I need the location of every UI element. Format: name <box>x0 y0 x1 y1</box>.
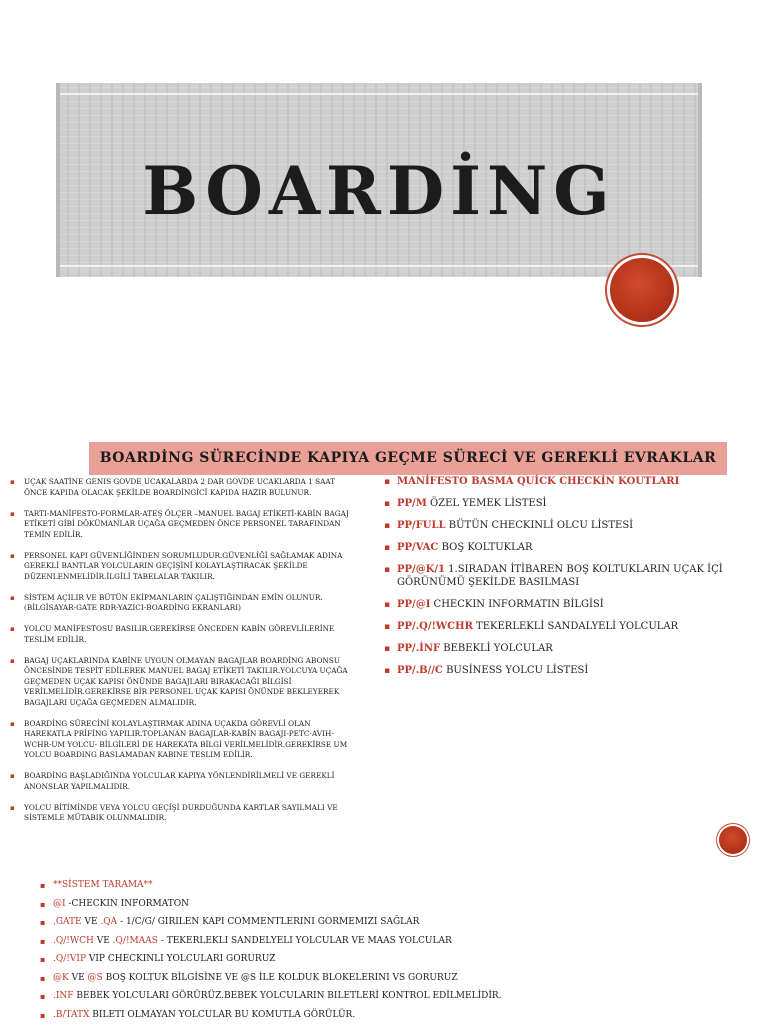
scan-command: .Q/!MAAS <box>112 935 158 946</box>
scan-command: .Q/!WCH <box>53 935 94 946</box>
command-list <box>384 476 724 687</box>
command-description: 1.SIRADAN İTİBAREN BOŞ KOLTUKLARIN UÇAK İÇİ GÖRÜNÜMÜ ŞEKİLDE BASILMASI <box>397 564 723 588</box>
command-code: PP/@K/1 <box>397 564 445 575</box>
procedure-item: ▪ YOLCU BİTİMİNDE VEYA YOLCU GEÇİŞİ DURDUĞUNDA KARTLAR SAYILMALI VE SİSTEMLE MÜTABIK OLUNMALIDIR. <box>10 803 360 824</box>
scan-command: @I <box>53 898 66 909</box>
scan-command: @K <box>53 972 69 983</box>
scan-command: .Q/!VIP <box>53 954 86 964</box>
procedure-item: ▪ BOARDİNG SÜRECİNİ KOLAYLAŞTIRMAK ADINA UÇAKDA GÖREVLİ OLAN HAREKATLA PRİFİNG YAPILIR.TOPLANAN BAGAJLAR-KABİN BAGAJI-PETC-AVIH-WCHR-UM YOLCU- BİLGİLERİ DE HAREKATA BİLGİ VERİLMELİDİR.GEREKİRSE UM YOLCU BOARDING BASLAMADAN KABINE TESLIM EDİLİR. <box>10 719 360 761</box>
command-code: MANİFESTO BASMA QUİCK CHECKİN KOUTLARI <box>397 476 680 487</box>
scan-item <box>40 991 740 1002</box>
scan-item <box>40 899 740 910</box>
scan-item <box>40 917 740 928</box>
command-item <box>384 498 724 511</box>
command-code: PP/M <box>397 498 427 509</box>
procedure-item: ▪ TARTI-MANİFESTO-FORMLAR-ATEŞ ÖLÇER –MANUEL BAGAJ ETİKETİ-KABİN BAGAJ ETİKETİ GİBİ DÖKÜMANLAR UÇAĞA GEÇMEDEN ÖNCE PERSONEL TARAFINDAN TEMİN EDİLİR. <box>10 509 360 541</box>
command-description: ÖZEL YEMEK LİSTESİ <box>426 498 547 509</box>
command-item <box>384 564 724 589</box>
scan-command: .GATE <box>53 917 82 927</box>
scan-item <box>40 936 740 947</box>
scan-text: VE <box>81 917 101 927</box>
procedure-item: ▪ BAGAJ UÇAKLARINDA KABİNE UYGUN OLMAYAN BAGAJLAR BOARDİNG ABONSU ÖNCESİNDE TESPİT EDİLEREK MANUEL BAGAJ ETİKETİ TAKILIR.YOLCUYA UÇAĞA GEÇMEDEN UÇAK KAPISI ÖNÜNDE BAGAJLARI BIRAKACAĞI BİLGİSİ VERİLMELİDİR.GEREKİRSE BİR PERSONEL UÇAK KAPISI ÖNÜNDE BEKLEYEREK BAGAJLARI UÇAĞA GEÇMEDEN ALMALIDIR. <box>10 656 360 709</box>
scan-item <box>40 880 740 891</box>
scan-text: - TEKERLEKLI SANDELYELI YOLCULAR VE MAAS YOLCULAR <box>157 935 452 946</box>
procedure-item: ▪ PERSONEL KAPI GÜVENLİĞİNDEN SORUMLUDUR.GÜVENLİĞİ SAĞLAMAK ADINA GEREKLİ BANTLAR YOLCULARIN GEÇİŞİNİ KOLAYLAŞTIRACAK ŞEKİLDE DÜZENLENMELİDİR.İLGİLİ TABELALAR TAKILIR. <box>10 551 360 583</box>
procedure-item: ▪ BOARDİNG BAŞLADIĞINDA YOLCULAR KAPIYA YÖNLENDİRİLMELİ VE GEREKLİ ANONSLAR YAPILMALIDIR. <box>10 771 360 792</box>
decorative-red-disc-small <box>719 826 747 854</box>
scan-command: .B/TATX <box>53 1009 90 1020</box>
scan-text: - 1/C/G/ GIRILEN KAPI COMMENTLERINI GORMEMIZI SAĞLAR <box>117 917 420 927</box>
scan-text: -CHECKIN INFORMATON <box>65 898 189 909</box>
command-code: PP/.Q/!WCHR <box>397 620 473 632</box>
command-code: PP/.B//C <box>397 664 443 676</box>
section-heading: BOARDİNG SÜRECİNDE KAPIYA GEÇME SÜRECİ VE GEREKLİ EVRAKLAR <box>89 442 727 475</box>
command-description: CHECKIN INFORMATIN BİLGİSİ <box>430 598 604 610</box>
scan-command: .QA <box>100 917 118 927</box>
command-code: PP/@I <box>397 598 431 610</box>
command-item <box>384 599 724 612</box>
command-description: BOŞ KOLTUKLAR <box>438 542 533 553</box>
command-code: PP/FULL <box>397 520 446 531</box>
system-scan-list <box>40 880 740 1028</box>
command-description: BÜTÜN CHECKINLİ OLCU LİSTESİ <box>445 520 634 531</box>
scan-item <box>40 973 740 984</box>
scan-text: BILETI OLMAYAN YOLCULAR BU KOMUTLA GÖRÜLÜR. <box>89 1009 356 1020</box>
command-item <box>384 621 724 634</box>
scan-command: @S <box>87 972 103 983</box>
scan-text: VE <box>93 935 113 946</box>
scan-command: **SİSTEM TARAMA** <box>53 880 153 890</box>
command-description: BEBEKLİ YOLCULAR <box>440 642 553 654</box>
command-item <box>384 542 724 555</box>
command-code: PP/VAC <box>397 542 439 553</box>
banner-rail-right <box>698 83 702 277</box>
procedure-item: ▪ YOLCU MANİFESTOSU BASILIR.GEREKİRSE ÖNCEDEN KABİN GÖREVLİLERİNE TESLİM EDİLİR. <box>10 624 360 645</box>
command-description: BUSİNESS YOLCU LİSTESİ <box>442 664 589 676</box>
procedure-item: ▪ UÇAK SAATİNE GENIS GOVDE UCAKALARDA 2 DAR GOVDE UCAKLARDA 1 SAAT ÖNCE KAPIDA OLACAK ŞEKİLDE BOARDİNGİCİ KAPIDA HAZIR BULUNUR. <box>10 477 360 498</box>
scan-command: .INF <box>53 991 74 1001</box>
command-item <box>384 665 724 678</box>
command-item <box>384 520 724 533</box>
command-code: PP/.İNF <box>397 642 441 654</box>
command-item <box>384 476 724 489</box>
slide-title: BOARDİNG <box>142 152 616 230</box>
decorative-red-disc <box>610 258 674 322</box>
scan-text: BEBEK YOLCULARI GÖRÜRÜZ.BEBEK YOLCULARIN BILETLERİ KONTROL EDİLMELİDİR. <box>73 991 502 1001</box>
scan-item <box>40 1010 740 1021</box>
scan-text: VIP CHECKINLI YOLCULARI GORURUZ <box>86 954 276 964</box>
scan-item <box>40 954 740 965</box>
procedure-item: ▪ SİSTEM AÇILIR VE BÜTÜN EKİPMANLARIN ÇALIŞTIĞINDAN EMİN OLUNUR.(BİLGİSAYAR-GATE RDR-YAZICI-BOARDİNG EKRANLARI) <box>10 593 360 614</box>
scan-text: VE <box>68 972 88 983</box>
command-item <box>384 643 724 656</box>
procedure-list <box>10 477 360 834</box>
command-description: TEKERLEKLİ SANDALYELİ YOLCULAR <box>472 620 679 632</box>
scan-text: BOŞ KOLTUK BİLGİSİNE VE @S İLE KOLDUK BLOKELERINI VS GORURUZ <box>102 972 458 983</box>
